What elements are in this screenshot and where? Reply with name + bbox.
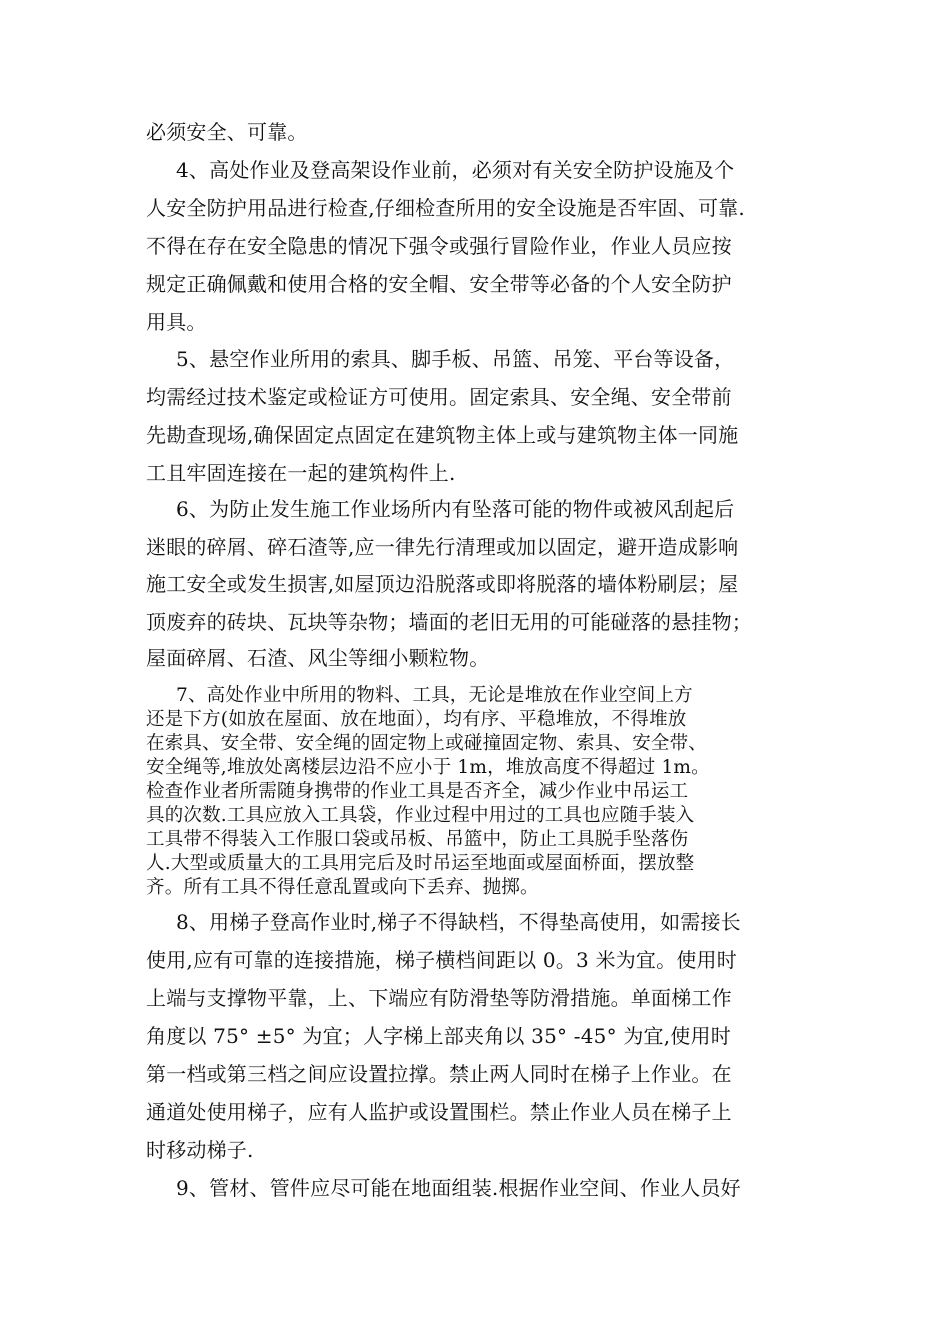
text-line: 规定正确佩戴和使用合格的安全帽、安全带等必备的个人安全防护: [146, 272, 732, 296]
text-line: 7、高处作业中所用的物料、工具，无论是堆放在作业空间上方: [176, 685, 693, 706]
text-line: 使用,应有可靠的连接措施，梯子横档间距以 0。3 米为宜。使用时: [146, 948, 737, 972]
text-line: 人.大型或质量大的工具用完后及时吊运至地面或屋面桥面，摆放整: [146, 853, 695, 874]
text-line: 检查作业者所需随身携带的作业工具是否齐全，减少作业中吊运工: [146, 781, 689, 802]
text-line: 人安全防护用品进行检查,仔细检查所用的安全设施是否牢固、可靠.: [146, 196, 745, 220]
text-line: 第一档或第三档之间应设置拉撑。禁止两人同时在梯子上作业。在: [146, 1062, 732, 1086]
text-line: 时移动梯子.: [146, 1138, 254, 1162]
text-line: 工且牢固连接在一起的建筑构件上.: [146, 461, 456, 485]
text-line: 屋面碎屑、石渣、风尘等细小颗粒物。: [146, 646, 490, 670]
text-line: 安全绳等,堆放处离楼层边沿不应小于 1m，堆放高度不得超过 1m。: [146, 757, 710, 778]
text-line: 6、为防止发生施工作业场所内有坠落可能的物件或被风刮起后: [176, 497, 735, 521]
text-line: 在索具、安全带、安全绳的固定物上或碰撞固定物、索具、安全带、: [146, 733, 708, 754]
text-line: 5、悬空作业所用的索具、脚手板、吊篮、吊笼、平台等设备，: [176, 347, 735, 371]
text-line: 先勘查现场,确保固定点固定在建筑物主体上或与建筑物主体一同施: [146, 423, 739, 447]
text-line: 迷眼的碎屑、碎石渣等,应一律先行清理或加以固定，避开造成影响: [146, 535, 739, 559]
text-line: 通道处使用梯子，应有人监护或设置围栏。禁止作业人员在梯子上: [146, 1100, 732, 1124]
text-line: 齐。所有工具不得任意乱置或向下丢弃、抛掷。: [146, 877, 539, 898]
text-line: 9、管材、管件应尽可能在地面组装.根据作业空间、作业人员好: [176, 1176, 741, 1200]
text-line: 角度以 75° ±5° 为宜；人字梯上部夹角以 35° -45° 为宜,使用时: [146, 1024, 731, 1048]
text-line: 必须安全、可靠。: [146, 120, 308, 144]
text-line: 还是下方(如放在屋面、放在地面），均有序、平稳堆放，不得堆放: [146, 709, 687, 730]
text-line: 上端与支撑物平靠，上、下端应有防滑垫等防滑措施。单面梯工作: [146, 986, 732, 1010]
text-line: 4、高处作业及登高架设作业前，必须对有关安全防护设施及个: [176, 158, 735, 182]
text-line: 工具带不得装入工作服口袋或吊板、吊篮中，防止工具脱手坠落伤: [146, 829, 689, 850]
text-line: 均需经过技术鉴定或检证方可使用。固定索具、安全绳、安全带前: [146, 385, 732, 409]
text-line: 8、用梯子登高作业时,梯子不得缺档，不得垫高使用，如需接长: [176, 910, 741, 934]
text-line: 不得在存在安全隐患的情况下强令或强行冒险作业，作业人员应按: [146, 234, 732, 258]
text-line: 顶废弃的砖块、瓦块等杂物；墙面的老旧无用的可能碰落的悬挂物；: [146, 610, 752, 634]
text-line: 用具。: [146, 310, 207, 334]
text-line: 施工安全或发生损害,如屋顶边沿脱落或即将脱落的墙体粉刷层；屋: [146, 572, 739, 596]
text-line: 具的次数.工具应放入工具袋，作业过程中用过的工具也应随手装入: [146, 805, 695, 826]
